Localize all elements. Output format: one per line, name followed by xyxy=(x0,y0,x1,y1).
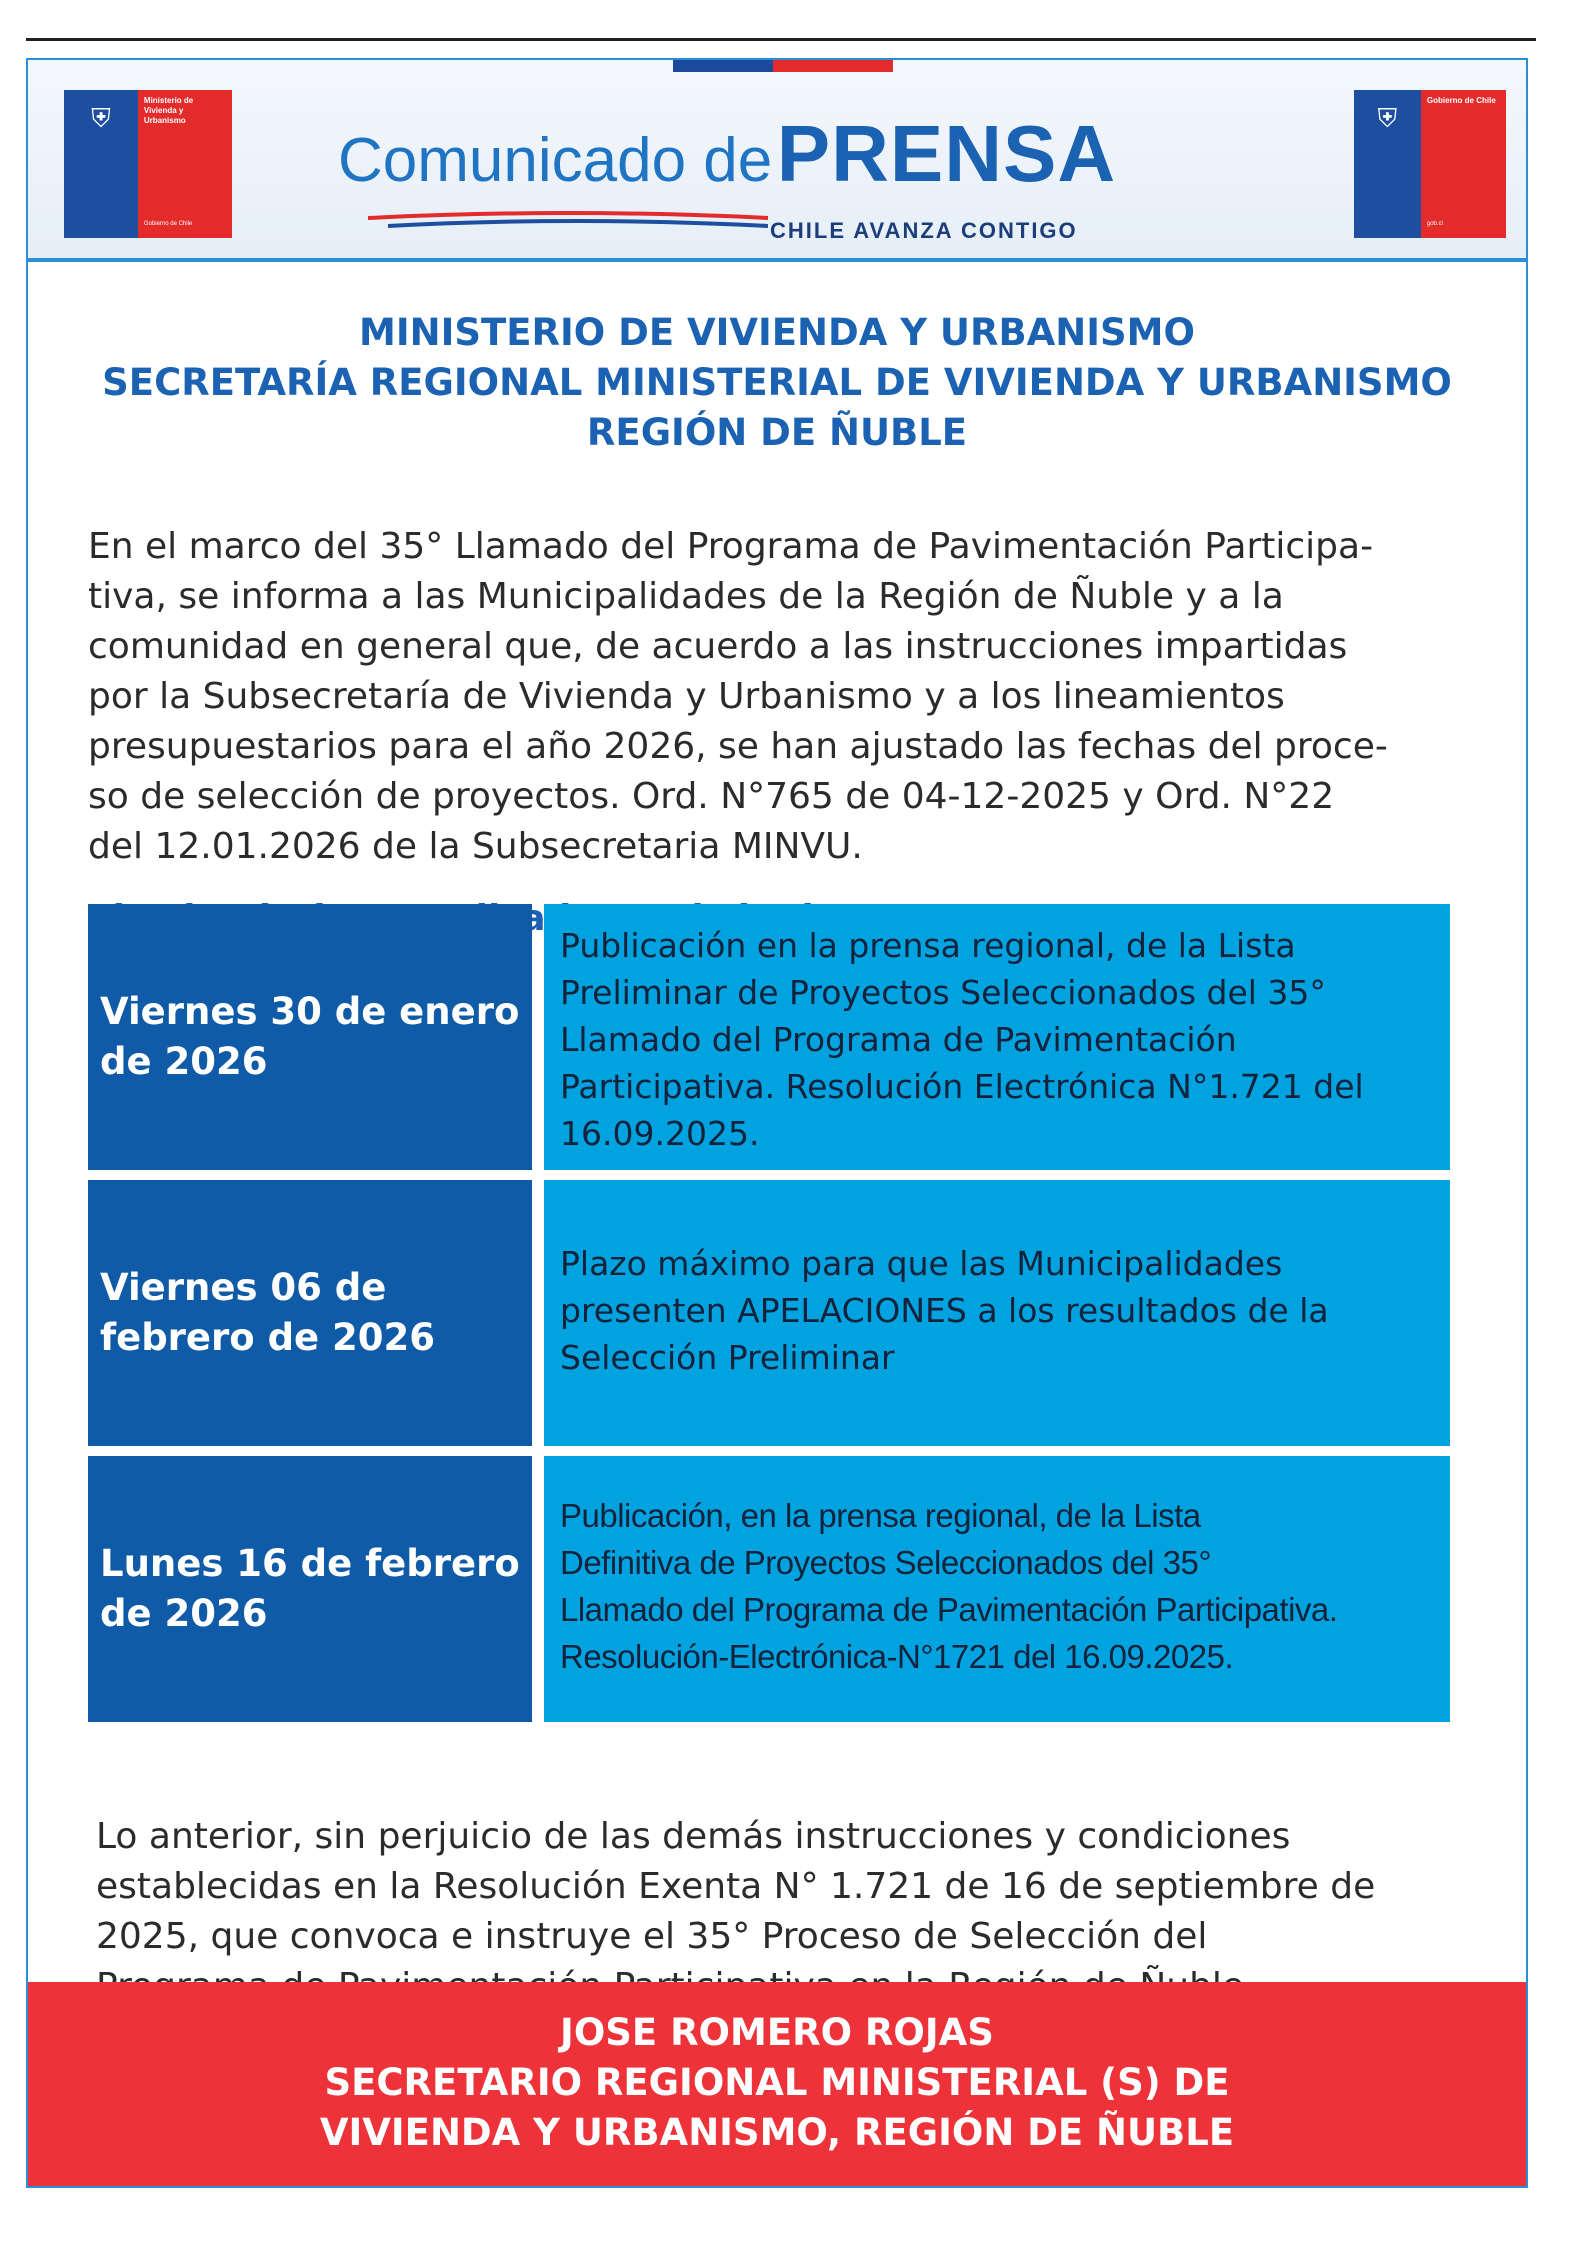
flag-bar-red xyxy=(773,60,893,72)
desc-line: Preliminar de Proyectos Seleccionados del 35° xyxy=(560,973,1326,1012)
banner-title xyxy=(338,108,1298,200)
gobierno-logo-text: Gobierno de Chile xyxy=(1426,96,1496,105)
calendar-description xyxy=(544,1180,1450,1446)
intro-line: comunidad en general que, de acuerdo a las instrucciones impartidas xyxy=(88,626,1348,667)
intro-line: so de selección de proyectos. Ord. N°765 de 04-12-2025 y Ord. N°22 xyxy=(88,776,1335,817)
desc-line: presenten APELACIONES a los resultados de la xyxy=(560,1291,1329,1330)
signatory-title: VIVIENDA Y URBANISMO, REGIÓN DE ÑUBLE xyxy=(319,2111,1235,2154)
calendar-row xyxy=(88,1180,1450,1446)
banner-title-part1: Comunicado de xyxy=(338,126,773,195)
desc-line: Selección Preliminar xyxy=(560,1338,895,1377)
date-line: de 2026 xyxy=(100,1040,268,1083)
desc-line: Plazo máximo para que las Municipalidades xyxy=(560,1244,1283,1283)
calendar-date xyxy=(88,904,532,1170)
desc-line: Publicación, en la prensa regional, de la Lista xyxy=(560,1497,1201,1534)
closing-line: establecidas en la Resolución Exenta N° 1.721 de 16 de septiembre de xyxy=(96,1866,1376,1907)
date-line: Viernes 06 de xyxy=(100,1266,387,1309)
minvu-logo-footer: Gobierno de Chile xyxy=(143,221,193,227)
swoosh-icon xyxy=(368,210,768,234)
desc-line: 16.09.2025. xyxy=(560,1114,760,1153)
banner-slogan: CHILE AVANZA CONTIGO xyxy=(770,218,1078,243)
intro-line: tiva, se informa a las Municipalidades de la Región de Ñuble y a la xyxy=(88,576,1284,617)
coat-of-arms-icon: ⛨ xyxy=(1377,104,1398,134)
intro-line: En el marco del 35° Llamado del Programa de Pavimentación Participa- xyxy=(88,526,1374,567)
date-line: Viernes 30 de enero xyxy=(100,990,520,1033)
minvu-logo-text: Ministerio de Vivienda y Urbanismo xyxy=(143,96,194,125)
date-line: febrero de 2026 xyxy=(100,1316,436,1359)
desc-line: Participativa. Resolución Electrónica N°1.721 del xyxy=(560,1067,1364,1106)
calendar-row xyxy=(88,904,1450,1170)
intro-paragraph xyxy=(88,522,1488,872)
press-release-frame xyxy=(26,58,1528,2188)
intro-line: presupuestarios para el año 2026, se han ajustado las fechas del proce- xyxy=(88,726,1388,767)
intro-line: del 12.01.2026 de la Subsecretaria MINVU. xyxy=(88,826,863,867)
closing-line: 2025, que convoca e instruye el 35° Proceso de Selección del xyxy=(96,1916,1208,1957)
desc-line: Definitiva de Proyectos Seleccionados del 35° xyxy=(560,1544,1212,1581)
signatory-name: JOSE ROMERO ROJAS xyxy=(560,2011,994,2054)
flag-bar-blue xyxy=(673,60,773,72)
calendar-row xyxy=(88,1456,1450,1722)
date-line: Lunes 16 de febrero xyxy=(100,1542,520,1585)
press-banner xyxy=(28,60,1526,262)
gobierno-logo xyxy=(1354,90,1506,238)
intro-line: por la Subsecretaría de Vivienda y Urbanismo y a los lineamientos xyxy=(88,676,1285,717)
desc-line: Llamado del Programa de Pavimentación xyxy=(560,1020,1237,1059)
calendar-description xyxy=(544,1456,1450,1722)
ministry-headings xyxy=(28,308,1526,458)
heading-ministry: MINISTERIO DE VIVIENDA Y URBANISMO xyxy=(359,311,1195,354)
banner-title-part2: PRENSA xyxy=(776,109,1117,198)
date-line: de 2026 xyxy=(100,1592,268,1635)
heading-region: REGIÓN DE ÑUBLE xyxy=(586,411,968,454)
coat-of-arms-icon: ⛨ xyxy=(91,104,111,134)
top-rule xyxy=(26,38,1536,41)
desc-line: Publicación en la prensa regional, de la Lista xyxy=(560,926,1296,965)
closing-line: Lo anterior, sin perjuicio de las demás instrucciones y condiciones xyxy=(96,1816,1291,1857)
calendar-date xyxy=(88,1456,532,1722)
desc-line: Resolución-Electrónica-N°1721 del 16.09.2025. xyxy=(560,1638,1234,1675)
desc-line: Llamado del Programa de Pavimentación Participativa. xyxy=(560,1591,1338,1628)
gobierno-logo-footer: gob.cl xyxy=(1426,221,1443,227)
signatory-title: SECRETARIO REGIONAL MINISTERIAL (S) DE xyxy=(324,2061,1230,2104)
calendar-description xyxy=(544,904,1450,1170)
calendar-date xyxy=(88,1180,532,1446)
heading-seremi: SECRETARÍA REGIONAL MINISTERIAL DE VIVIENDA Y URBANISMO xyxy=(102,361,1452,404)
minvu-logo xyxy=(64,90,232,238)
signature-block xyxy=(28,1982,1526,2186)
